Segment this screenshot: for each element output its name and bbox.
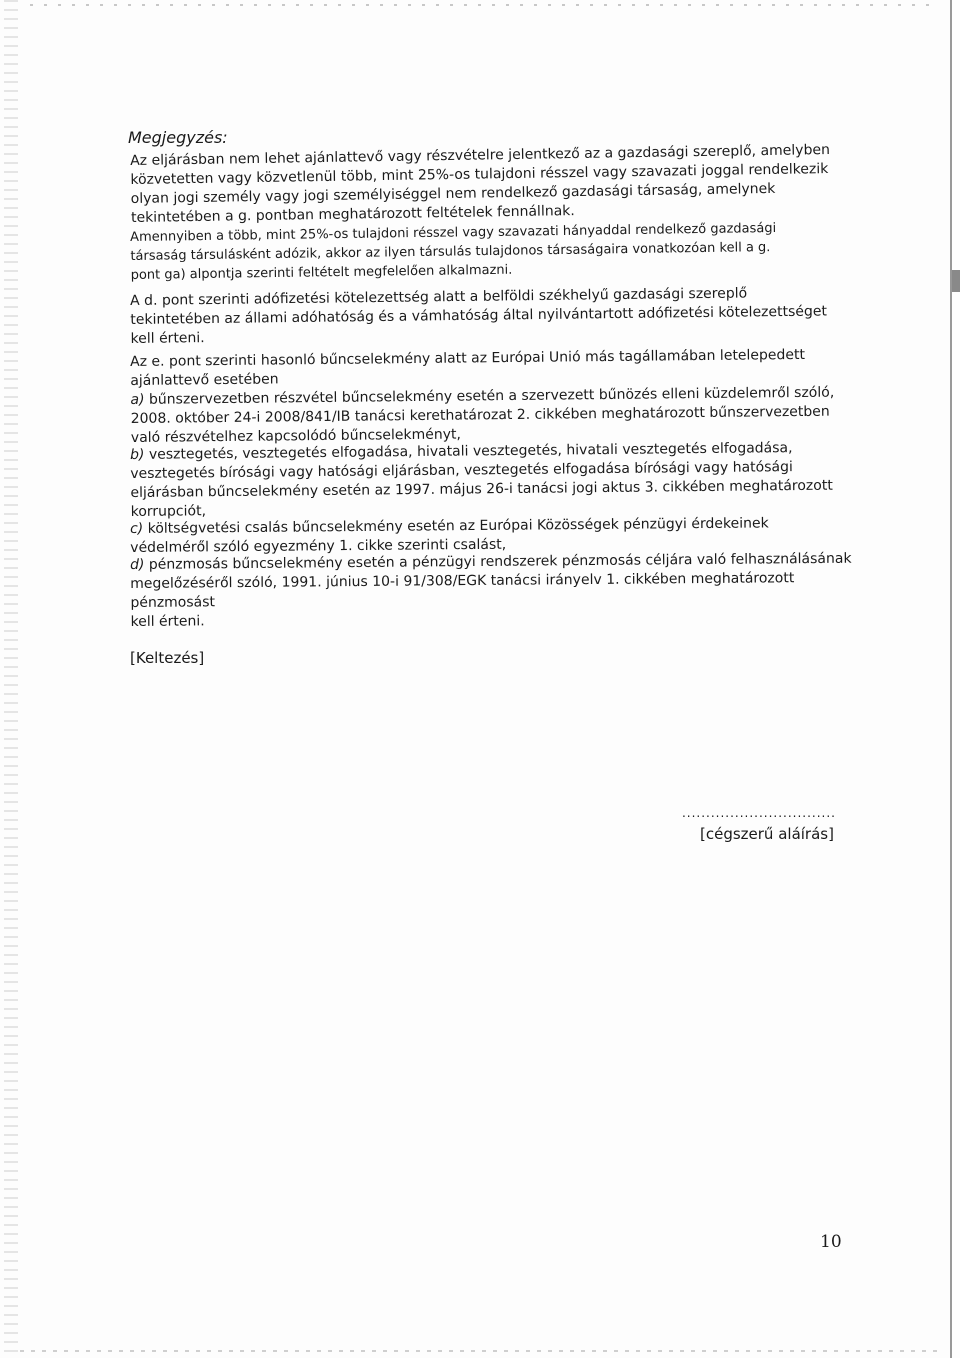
scan-bottom-edge-artifact xyxy=(20,1350,940,1352)
list-item-b xyxy=(130,439,846,522)
text-line: korrupciót, xyxy=(130,503,207,520)
text-line: megelőzéséről szóló, 1991. június 10-i 91/308/EGK tanácsi irányelv 1. cikkében meghatározott xyxy=(130,570,795,592)
text-line: közvetetten vagy közvetlenül több, mint 25%-os tulajdoni résszel vagy szavazati joggal rendelkezik xyxy=(130,161,829,188)
text-line: kell érteni. xyxy=(130,330,205,347)
text-line: való részvételhez kapcsolódó bűncselekményt, xyxy=(130,426,462,446)
scan-left-edge-artifact xyxy=(4,0,18,1358)
text-line: A d. pont szerinti adófizetési kötelezettség alatt a belföldi székhelyű gazdasági szereplő xyxy=(130,285,748,309)
text-line: tekintetében a g. pontban meghatározott feltételek fennállnak. xyxy=(130,203,575,226)
text-line: vesztegetés bírósági vagy hatósági eljárásban, vesztegetés elfogadása bírósági vagy hatósági xyxy=(130,459,793,482)
paragraph-similar-crime xyxy=(130,346,846,448)
text-line: olyan jogi személy vagy jogi személyiséggel nem rendelkező gazdasági társaság, amelynek xyxy=(130,180,776,207)
text-line: tekintetében az állami adóhatóság és a vámhatóság által nyilvántartott adófizetési kötelezettséget xyxy=(130,303,828,328)
paragraph-ownership xyxy=(130,141,846,228)
scan-right-mark-artifact xyxy=(952,270,960,292)
text-line: vesztegetés, vesztegetés elfogadása, hivatali vesztegetés, hivatali vesztegetés elfogadása, xyxy=(148,440,793,463)
text-line: Az e. pont szerinti hasonló bűncselekmény alatt az Európai Unió más tagállamában letelepedett xyxy=(130,346,806,370)
text-line: Az eljárásban nem lehet ajánlattevő vagy részvételre jelentkező az a gazdasági szereplő, amelyben xyxy=(130,142,831,169)
item-label: b) xyxy=(130,446,145,463)
scan-right-edge-artifact xyxy=(950,0,952,1358)
item-label: c) xyxy=(130,520,144,537)
text-line: pénzmosás bűncselekmény esetén a pénzügyi rendszerek pénzmosás céljára való felhasználásának xyxy=(148,550,852,573)
paragraph-partnership xyxy=(130,218,846,285)
item-label: d) xyxy=(130,556,145,573)
text-line: pénzmosást xyxy=(130,594,216,611)
scan-top-edge-artifact xyxy=(30,4,930,6)
item-label: a) xyxy=(130,391,145,408)
signature-label: [cégszerű aláírás] xyxy=(700,825,834,843)
closing-line: kell érteni. xyxy=(130,613,205,630)
list-item-d xyxy=(130,550,852,632)
text-line: eljárásban bűncselekmény esetén az 1997. május 26-i tanácsi jogi aktus 3. cikkében meghatározott xyxy=(130,477,833,501)
text-line: Amennyiben a több, mint 25%-os tulajdoni résszel vagy szavazati hányaddal rendelkező gazdasági xyxy=(130,220,777,245)
date-placeholder: [Keltezés] xyxy=(130,649,205,667)
text-line: ajánlattevő esetében xyxy=(130,371,279,389)
signature-line: ................................ xyxy=(681,806,836,820)
paragraph-tax-obligation xyxy=(130,283,846,349)
text-line: pont ga) alpontja szerinti feltételt megfelelően alkalmazni. xyxy=(130,262,513,283)
text-line: költségvetési csalás bűncselekmény esetén az Európai Közösségek pénzügyi érdekeinek xyxy=(147,515,769,537)
page-number: 10 xyxy=(820,1232,842,1252)
text-line: bűnszervezetben részvétel bűncselekmény esetén a szervezett bűnözés elleni küzdelemről szóló, xyxy=(148,384,835,408)
text-line: 2008. október 24-i 2008/841/IB tanácsi kerethatározat 2. cikkében meghatározott bűnszervezetben xyxy=(130,403,830,427)
note-heading: Megjegyzés: xyxy=(128,128,228,147)
text-line: védelméről szóló egyezmény 1. cikke szerinti csalást, xyxy=(130,536,507,556)
text-line: társaság társulásként adózik, akkor az ilyen társulás tulajdonos társaságaira vonatkozóan kell a g. xyxy=(130,240,771,264)
